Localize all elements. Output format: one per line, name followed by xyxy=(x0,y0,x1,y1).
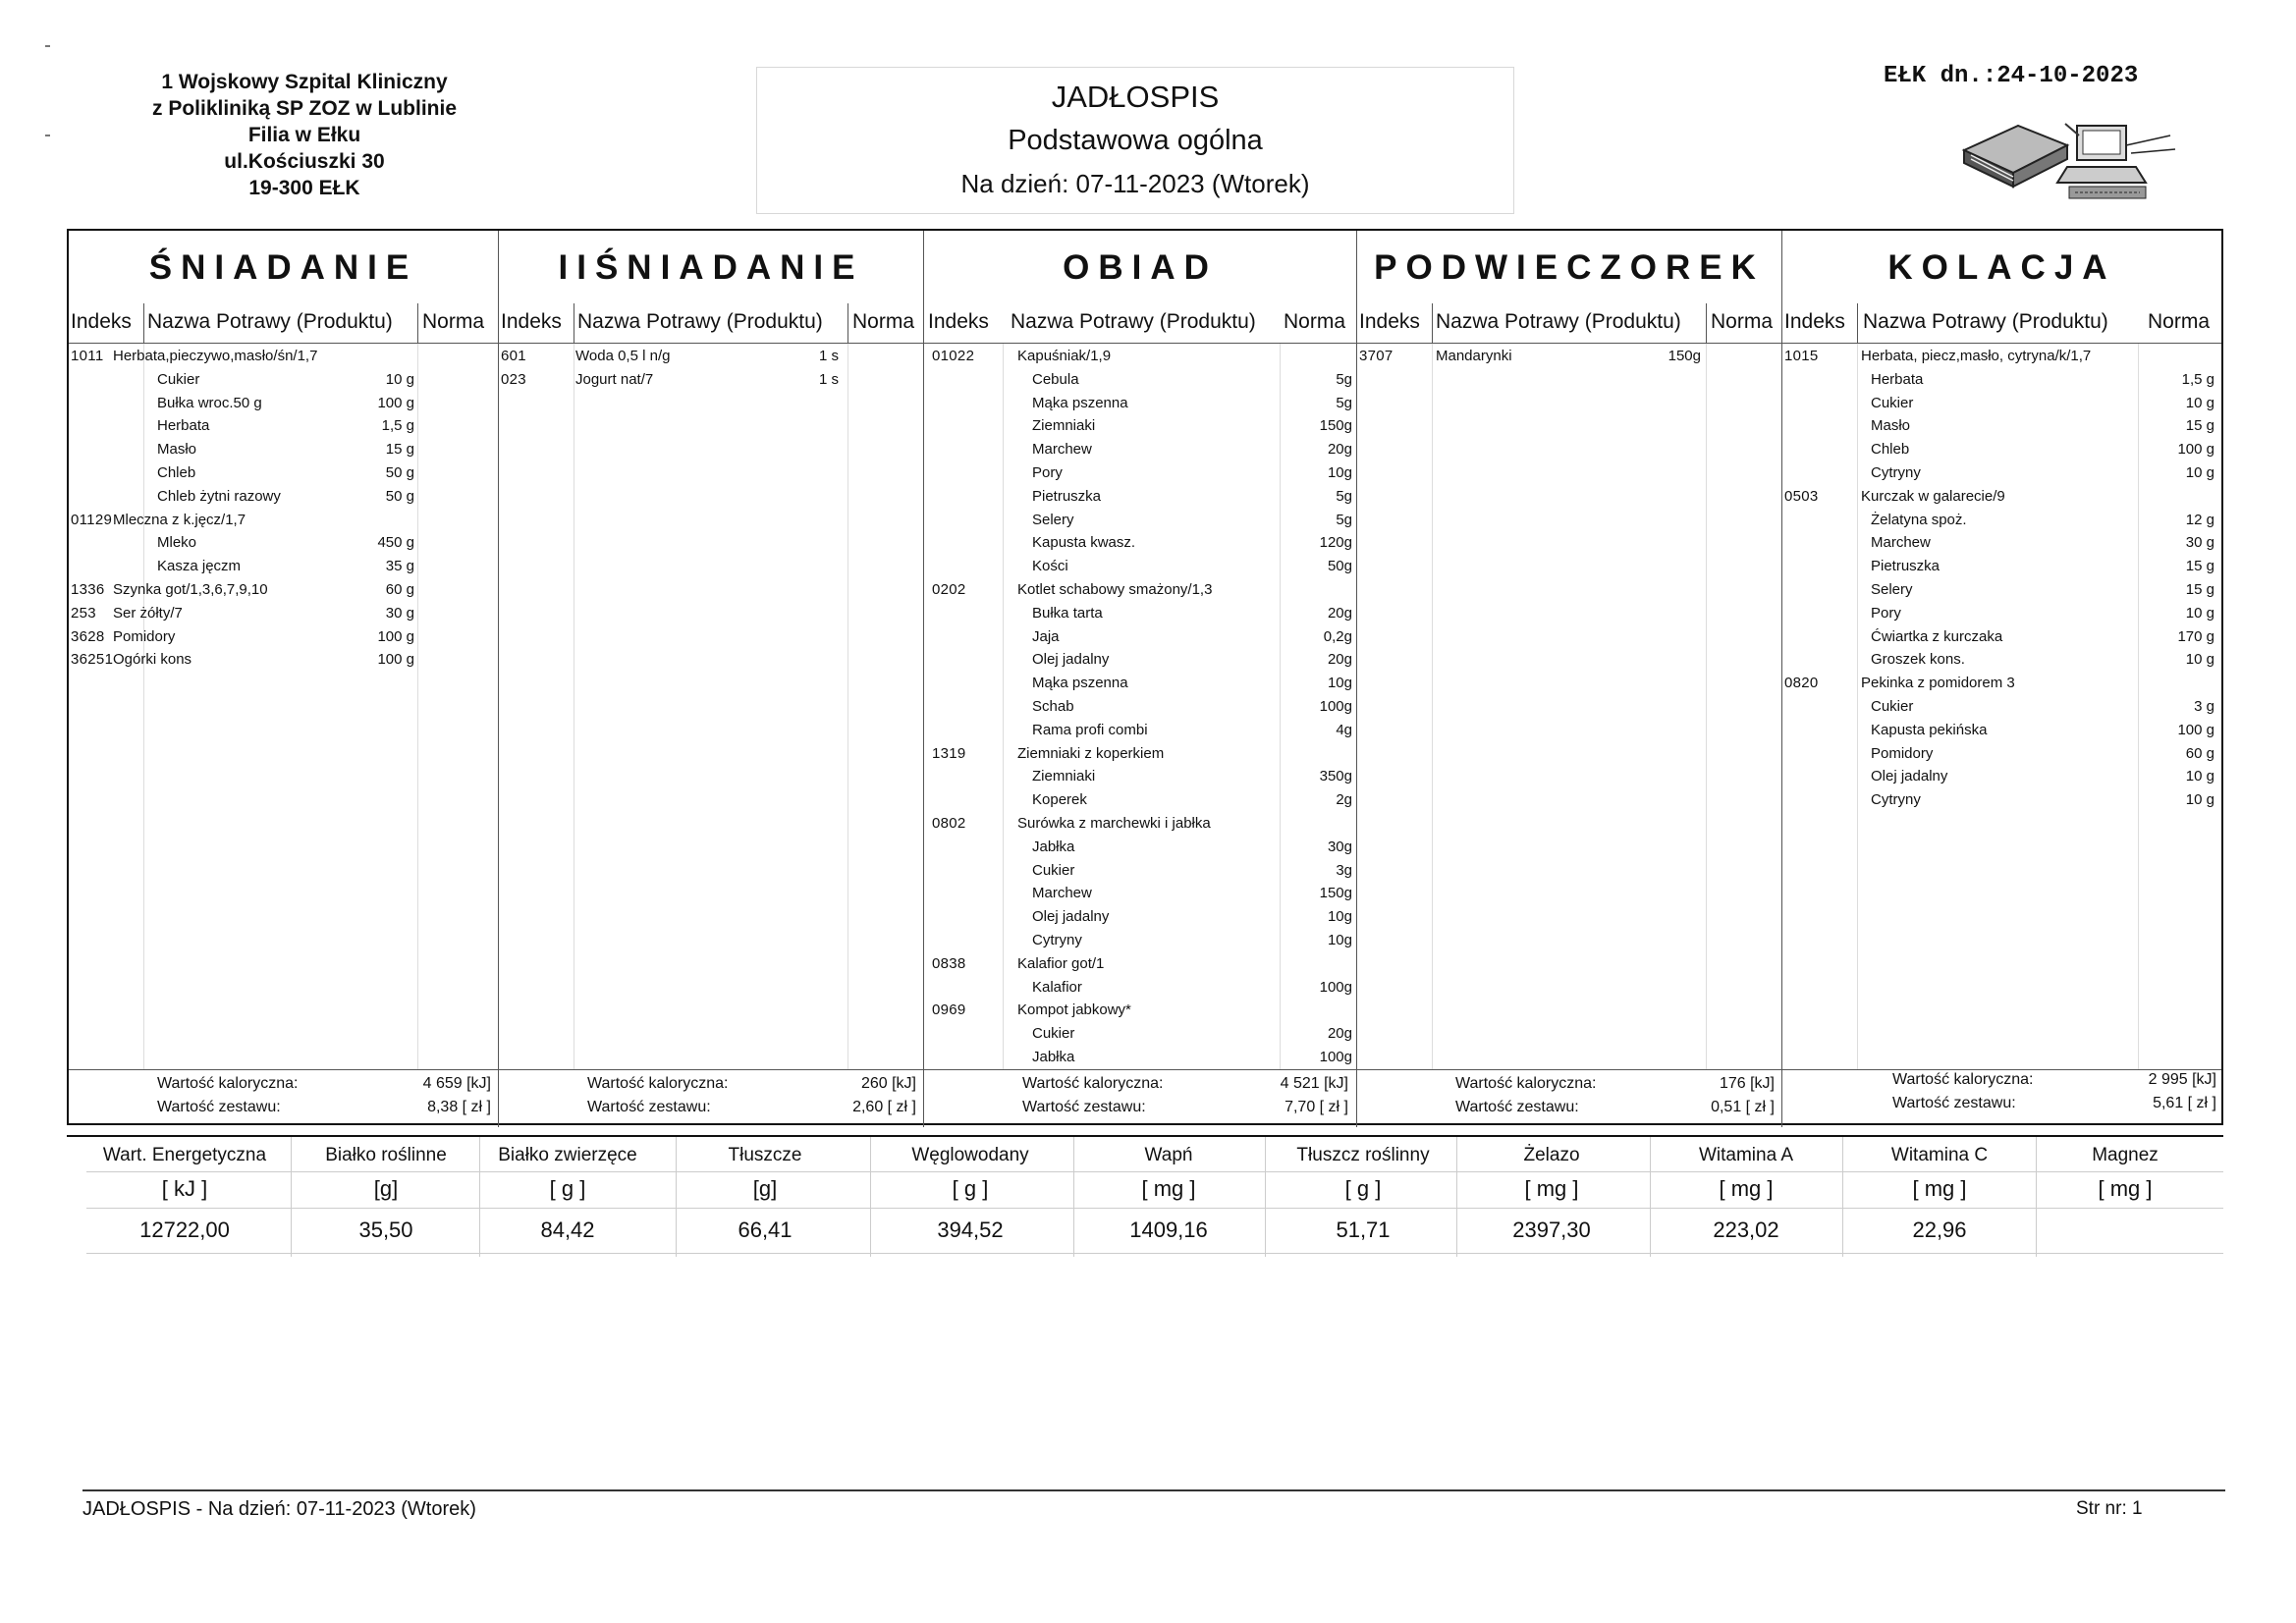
row-norm: 100g xyxy=(1319,978,1352,996)
col-header-name: Nazwa Potrawy (Produktu) xyxy=(1011,310,1256,333)
ingredient-name: Olej jadalny xyxy=(1032,651,1110,669)
header-rule xyxy=(69,343,498,344)
row-norm: 150g xyxy=(1667,348,1701,364)
nutrient-value: 51,71 xyxy=(1336,1217,1391,1242)
meal-title: OBIAD xyxy=(1063,248,1218,287)
row-norm: 20g xyxy=(1327,1025,1352,1043)
row-norm: 10 g xyxy=(2185,394,2214,411)
row-norm: 10g xyxy=(1327,464,1352,481)
nutrient-unit: [ mg ] xyxy=(1141,1176,1196,1201)
row-norm: 10g xyxy=(1327,908,1352,926)
nutrient-unit: [ mg ] xyxy=(1719,1176,1774,1201)
cost-value: 7,70 [ zł ] xyxy=(1285,1099,1348,1115)
col-header-name: Nazwa Potrawy (Produktu) xyxy=(1436,310,1681,333)
ingredient-name: Koperek xyxy=(1032,791,1087,809)
meal-title: PODWIECZOREK xyxy=(1374,248,1765,287)
ingredient-name: Jaja xyxy=(1032,627,1060,645)
row-norm: 20g xyxy=(1327,441,1352,459)
kcal-value: 260 [kJ] xyxy=(860,1075,916,1092)
row-norm: 1,5 g xyxy=(381,417,414,435)
row-norm: 120g xyxy=(1319,534,1352,552)
row-norm: 10g xyxy=(1327,932,1352,948)
ingredient-name: Pory xyxy=(1871,604,1901,622)
row-norm: 30 g xyxy=(385,604,414,622)
ingredient-name: Pietruszka xyxy=(1032,487,1102,505)
dish-name: Kompot jabkowy* xyxy=(1017,1001,1131,1019)
row-norm: 5g xyxy=(1336,394,1352,411)
ingredient-name: Żelatyna spoż. xyxy=(1871,511,1967,528)
institution-line: 19-300 EŁK xyxy=(248,177,360,199)
row-index: 1011 xyxy=(71,348,104,364)
row-index: 1319 xyxy=(932,744,966,762)
header-rule xyxy=(1357,343,1781,344)
row-norm: 450 g xyxy=(377,534,414,552)
column-divider xyxy=(143,343,144,1069)
ingredient-name: Marchew xyxy=(1871,534,1931,552)
institution-block xyxy=(98,69,511,201)
nutrient-label: Białko roślinne xyxy=(325,1145,447,1165)
cost-value: 5,61 [ zł ] xyxy=(2153,1095,2216,1111)
col-header-norm: Norma xyxy=(1711,310,1774,333)
meal-lunch xyxy=(924,231,1357,1127)
col-header-name: Nazwa Potrawy (Produktu) xyxy=(147,310,393,333)
dish-name: Ser żółty/7 xyxy=(113,604,183,622)
ingredient-name: Pietruszka xyxy=(1871,558,1941,575)
ingredient-name: Kapusta pekińska xyxy=(1871,721,1988,738)
column-divider xyxy=(870,1137,871,1257)
kcal-label: Wartość kaloryczna: xyxy=(1455,1075,1597,1092)
row-norm: 50g xyxy=(1327,558,1352,575)
footer-rule xyxy=(82,1489,2225,1491)
meal-supper xyxy=(1782,231,2221,1127)
col-header-index: Indeks xyxy=(928,310,989,333)
row-norm: 10 g xyxy=(385,370,414,388)
column-divider xyxy=(291,1137,292,1257)
nutrient-label: Węglowodany xyxy=(911,1145,1029,1165)
institution-line: ul.Kościuszki 30 xyxy=(224,150,385,173)
col-header-norm: Norma xyxy=(1284,310,1346,333)
row-index: 1336 xyxy=(71,581,105,598)
row-norm: 10g xyxy=(1327,675,1352,692)
dish-name: Kapuśniak/1,9 xyxy=(1017,348,1112,364)
dish-name: Kotlet schabowy smażony/1,3 xyxy=(1017,581,1213,598)
row-norm: 100 g xyxy=(377,394,414,411)
kcal-label: Wartość kaloryczna: xyxy=(1892,1071,2034,1088)
dish-name: Surówka z marchewki i jabłka xyxy=(1017,815,1211,832)
row-norm: 170 g xyxy=(2177,627,2214,645)
row-norm: 12 g xyxy=(2185,511,2214,528)
institution-line: Filia w Ełku xyxy=(247,124,361,146)
nutrient-unit: [ g ] xyxy=(952,1176,989,1201)
col-header-norm: Norma xyxy=(852,310,915,333)
column-divider xyxy=(1706,303,1707,343)
ingredient-name: Groszek kons. xyxy=(1871,651,1965,669)
row-norm: 5g xyxy=(1336,487,1352,505)
nutrient-label: Witamina A xyxy=(1698,1145,1794,1165)
nutrient-value: 22,96 xyxy=(1912,1217,1967,1242)
row-index: 253 xyxy=(71,604,96,622)
menu-date: Na dzień: 07-11-2023 (Wtorek) xyxy=(960,169,1310,198)
col-header-index: Indeks xyxy=(1359,310,1420,333)
row-index: 0202 xyxy=(932,581,966,598)
meal-title: ŚNIADANIE xyxy=(148,248,418,287)
column-divider xyxy=(1857,343,1858,1069)
row-index: 0838 xyxy=(932,954,966,972)
row-norm: 20g xyxy=(1327,651,1352,669)
col-header-index: Indeks xyxy=(1784,310,1845,333)
summary-rule xyxy=(69,1069,498,1070)
row-norm: 3g xyxy=(1336,861,1352,879)
row-norm: 35 g xyxy=(385,558,414,575)
row-norm: 100g xyxy=(1319,698,1352,715)
ingredient-name: Cukier xyxy=(1032,1025,1075,1043)
table-rule xyxy=(86,1208,2223,1209)
row-index: 0503 xyxy=(1784,487,1819,505)
dish-name: Kalafior got/1 xyxy=(1017,954,1105,972)
ingredient-name: Cukier xyxy=(1032,861,1075,879)
summary-rule xyxy=(924,1069,1356,1070)
dish-name: Herbata,pieczywo,masło/śn/1,7 xyxy=(113,348,318,364)
title-box xyxy=(756,67,1514,214)
ingredient-name: Ćwiartka z kurczaka xyxy=(1871,627,2003,645)
dish-name: Pekinka z pomidorem 3 xyxy=(1861,675,2015,692)
ingredient-name: Jabłka xyxy=(1032,1049,1075,1065)
column-divider xyxy=(1706,343,1707,1069)
row-norm: 20g xyxy=(1327,604,1352,622)
ingredient-name: Bułka wroc.50 g xyxy=(157,394,262,411)
ingredient-name: Mleko xyxy=(157,534,197,552)
ingredient-name: Mąka pszenna xyxy=(1032,394,1128,411)
nutrient-unit: [ g ] xyxy=(549,1176,586,1201)
header-rule xyxy=(499,343,923,344)
nutrition-summary-table xyxy=(67,1135,2223,1257)
ingredient-name: Cukier xyxy=(1871,698,1914,715)
row-norm: 10 g xyxy=(2185,651,2214,669)
dish-name: Mleczna z k.jęcz/1,7 xyxy=(113,511,246,528)
nutrient-unit: [ g ] xyxy=(1344,1176,1382,1201)
summary-rule xyxy=(1357,1069,1781,1070)
row-norm: 150g xyxy=(1319,885,1352,902)
kcal-value: 176 [kJ] xyxy=(1719,1075,1775,1092)
nutrient-value: 2397,30 xyxy=(1512,1217,1591,1242)
nutrient-value: 84,42 xyxy=(540,1217,595,1242)
dish-name: Ziemniaki z koperkiem xyxy=(1017,744,1165,762)
row-norm: 15 g xyxy=(2185,581,2214,598)
ingredient-name: Cytryny xyxy=(1871,464,1921,481)
row-norm: 60 g xyxy=(2185,744,2214,762)
row-norm: 15 g xyxy=(385,441,414,459)
table-rule xyxy=(86,1171,2223,1172)
kcal-label: Wartość kaloryczna: xyxy=(157,1075,299,1092)
column-divider xyxy=(847,303,848,343)
dish-name: Kurczak w galarecie/9 xyxy=(1861,487,2005,505)
cost-label: Wartość zestawu: xyxy=(587,1099,711,1115)
ingredient-name: Masło xyxy=(157,441,197,459)
ingredient-name: Pomidory xyxy=(1871,744,1934,762)
column-divider xyxy=(417,343,418,1069)
ingredient-name: Herbata xyxy=(157,417,210,435)
row-norm: 1 s xyxy=(818,370,839,388)
table-rule xyxy=(86,1253,2223,1254)
row-norm: 10 g xyxy=(2185,768,2214,785)
kcal-label: Wartość kaloryczna: xyxy=(1022,1075,1164,1092)
nutrient-label: Wapń xyxy=(1144,1145,1193,1165)
scan-mark xyxy=(45,135,50,136)
ingredient-name: Kasza jęczm xyxy=(157,558,242,575)
nutrient-unit: [ mg ] xyxy=(1524,1176,1579,1201)
nutrient-label: Żelazo xyxy=(1523,1145,1580,1165)
row-index: 3628 xyxy=(71,627,105,645)
ingredient-name: Cukier xyxy=(157,370,200,388)
dish-name: Mandarynki xyxy=(1436,348,1512,364)
ingredient-name: Rama profi combi xyxy=(1032,721,1148,738)
cost-label: Wartość zestawu: xyxy=(1022,1099,1146,1115)
kcal-value: 4 659 [kJ] xyxy=(422,1075,491,1092)
row-norm: 50 g xyxy=(385,487,414,505)
cost-label: Wartość zestawu: xyxy=(1455,1099,1579,1115)
row-norm: 50 g xyxy=(385,464,414,481)
dish-name: Jogurt nat/7 xyxy=(575,370,654,388)
footer-text: JADŁOSPIS - Na dzień: 07-11-2023 (Wtorek) xyxy=(82,1498,476,1520)
meal-second-breakfast xyxy=(499,231,924,1127)
ingredient-name: Ziemniaki xyxy=(1032,768,1096,785)
kcal-value: 2 995 [kJ] xyxy=(2148,1071,2216,1088)
column-divider xyxy=(1842,1137,1843,1257)
ingredient-name: Selery xyxy=(1032,511,1074,528)
row-norm: 100 g xyxy=(2177,721,2214,738)
row-norm: 15 g xyxy=(2185,417,2214,435)
ingredient-name: Marchew xyxy=(1032,441,1092,459)
meal-title: KOLACJA xyxy=(1887,248,2116,287)
column-divider xyxy=(1265,1137,1266,1257)
ingredient-name: Chleb xyxy=(1871,441,1910,459)
row-norm: 1,5 g xyxy=(2181,370,2214,388)
col-header-norm: Norma xyxy=(422,310,485,333)
nutrient-value: 12722,00 xyxy=(139,1217,230,1242)
cost-value: 8,38 [ zł ] xyxy=(427,1099,491,1115)
row-norm: 15 g xyxy=(2185,558,2214,575)
row-norm: 100 g xyxy=(377,651,414,669)
book-computer-icon xyxy=(1959,106,2180,204)
scan-mark xyxy=(45,45,50,47)
column-divider xyxy=(143,303,144,343)
row-norm: 350g xyxy=(1319,768,1352,785)
nutrient-unit: [ mg ] xyxy=(2098,1176,2153,1201)
ingredient-name: Mąka pszenna xyxy=(1032,675,1128,692)
row-norm: 150g xyxy=(1319,417,1352,435)
cost-label: Wartość zestawu: xyxy=(157,1099,281,1115)
institution-line: z Polikliniką SP ZOZ w Lublinie xyxy=(152,97,457,120)
summary-rule xyxy=(499,1069,923,1070)
column-divider xyxy=(1432,343,1433,1069)
row-index: 01129 xyxy=(71,511,113,528)
cost-label: Wartość zestawu: xyxy=(1892,1095,2016,1111)
row-index: 3707 xyxy=(1359,348,1394,364)
row-norm: 4g xyxy=(1336,721,1352,738)
col-header-name: Nazwa Potrawy (Produktu) xyxy=(577,310,823,333)
row-index: 1015 xyxy=(1784,348,1819,364)
meal-afternoon-snack xyxy=(1357,231,1782,1127)
dish-name: Ogórki kons xyxy=(113,651,192,669)
nutrient-unit: [g] xyxy=(373,1176,399,1201)
nutrient-unit: [g] xyxy=(752,1176,778,1201)
column-divider xyxy=(1432,303,1433,343)
col-header-norm: Norma xyxy=(2148,310,2211,333)
ingredient-name: Selery xyxy=(1871,581,1913,598)
nutrient-value: 1409,16 xyxy=(1129,1217,1208,1242)
row-norm: 3 g xyxy=(2194,698,2214,715)
kcal-label: Wartość kaloryczna: xyxy=(587,1075,729,1092)
row-norm: 60 g xyxy=(385,581,414,598)
ingredient-name: Marchew xyxy=(1032,885,1092,902)
col-header-name: Nazwa Potrawy (Produktu) xyxy=(1863,310,2108,333)
diet-name: Podstawowa ogólna xyxy=(1008,125,1263,156)
ingredient-name: Chleb żytni razowy xyxy=(157,487,281,505)
row-norm: 5g xyxy=(1336,370,1352,388)
row-norm: 30 g xyxy=(2185,534,2214,552)
row-norm: 100g xyxy=(1319,1049,1352,1065)
row-norm: 1 s xyxy=(818,348,839,364)
dish-name: Woda 0,5 l n/g xyxy=(575,348,671,364)
row-index: 0820 xyxy=(1784,675,1819,692)
row-norm: 10 g xyxy=(2185,604,2214,622)
ingredient-name: Chleb xyxy=(157,464,196,481)
ingredient-name: Cebula xyxy=(1032,370,1079,388)
ingredient-name: Kapusta kwasz. xyxy=(1032,534,1136,552)
ingredient-name: Olej jadalny xyxy=(1871,768,1948,785)
row-norm: 2g xyxy=(1336,791,1352,809)
row-norm: 10 g xyxy=(2185,791,2214,809)
ingredient-name: Cukier xyxy=(1871,394,1914,411)
row-index: 0802 xyxy=(932,815,966,832)
row-norm: 100 g xyxy=(2177,441,2214,459)
issue-stamp: EŁK dn.:24-10-2023 xyxy=(1884,63,2139,89)
row-norm: 100 g xyxy=(377,627,414,645)
ingredient-name: Pory xyxy=(1032,464,1063,481)
menu-table xyxy=(67,229,2223,1125)
nutrient-label: Tłuszcze xyxy=(728,1145,802,1165)
ingredient-name: Olej jadalny xyxy=(1032,908,1110,926)
row-index: 0969 xyxy=(932,1001,966,1019)
row-index: 36251 xyxy=(71,651,114,669)
page-number: Str nr: 1 xyxy=(2076,1498,2143,1519)
col-header-index: Indeks xyxy=(71,310,132,333)
column-divider xyxy=(1650,1137,1651,1257)
ingredient-name: Herbata xyxy=(1871,370,1924,388)
nutrient-value: 35,50 xyxy=(358,1217,413,1242)
header-rule xyxy=(1782,343,2221,344)
meal-breakfast xyxy=(69,231,499,1127)
ingredient-name: Jabłka xyxy=(1032,838,1075,855)
row-norm: 5g xyxy=(1336,511,1352,528)
nutrient-value: 394,52 xyxy=(937,1217,1004,1242)
nutrient-unit: [ mg ] xyxy=(1912,1176,1967,1201)
institution-line: 1 Wojskowy Szpital Kliniczny xyxy=(161,71,448,93)
document-title: JADŁOSPIS xyxy=(1051,80,1220,114)
row-norm: 0,2g xyxy=(1323,627,1352,645)
cost-value: 0,51 [ zł ] xyxy=(1711,1099,1775,1115)
column-divider xyxy=(1073,1137,1074,1257)
ingredient-name: Masło xyxy=(1871,417,1911,435)
nutrient-label: Białko zwierzęce xyxy=(498,1145,637,1165)
cost-value: 2,60 [ zł ] xyxy=(852,1099,916,1115)
ingredient-name: Cytryny xyxy=(1871,791,1921,809)
col-header-index: Indeks xyxy=(501,310,562,333)
column-divider xyxy=(1003,343,1004,1069)
nutrient-label: Magnez xyxy=(2092,1145,2159,1165)
row-index: 01022 xyxy=(932,348,975,364)
ingredient-name: Bułka tarta xyxy=(1032,604,1103,622)
row-index: 023 xyxy=(501,370,526,388)
nutrient-unit: [ kJ ] xyxy=(161,1176,208,1201)
dish-name: Pomidory xyxy=(113,627,176,645)
ingredient-name: Kalafior xyxy=(1032,978,1082,996)
column-divider xyxy=(1857,303,1858,343)
ingredient-name: Cytryny xyxy=(1032,932,1082,948)
ingredient-name: Ziemniaki xyxy=(1032,417,1096,435)
meal-title: IIŚNIADANIE xyxy=(558,248,864,287)
nutrient-label: Wart. Energetyczna xyxy=(102,1145,267,1165)
header-rule xyxy=(924,343,1356,344)
nutrient-label: Witamina C xyxy=(1890,1145,1989,1165)
row-index: 601 xyxy=(501,348,526,364)
column-divider xyxy=(417,303,418,343)
nutrient-value: 223,02 xyxy=(1713,1217,1779,1242)
summary-rule xyxy=(1782,1069,2221,1070)
dish-name: Szynka got/1,3,6,7,9,10 xyxy=(113,581,268,598)
nutrient-value: 66,41 xyxy=(738,1217,793,1242)
nutrient-label: Tłuszcz roślinny xyxy=(1296,1145,1430,1165)
row-norm: 10 g xyxy=(2185,464,2214,481)
dish-name: Herbata, piecz,masło, cytryna/k/1,7 xyxy=(1861,348,2092,364)
ingredient-name: Schab xyxy=(1032,698,1074,715)
kcal-value: 4 521 [kJ] xyxy=(1280,1075,1348,1092)
column-divider xyxy=(847,343,848,1069)
row-norm: 30g xyxy=(1327,838,1352,855)
column-divider xyxy=(1456,1137,1457,1257)
ingredient-name: Kości xyxy=(1032,558,1068,575)
